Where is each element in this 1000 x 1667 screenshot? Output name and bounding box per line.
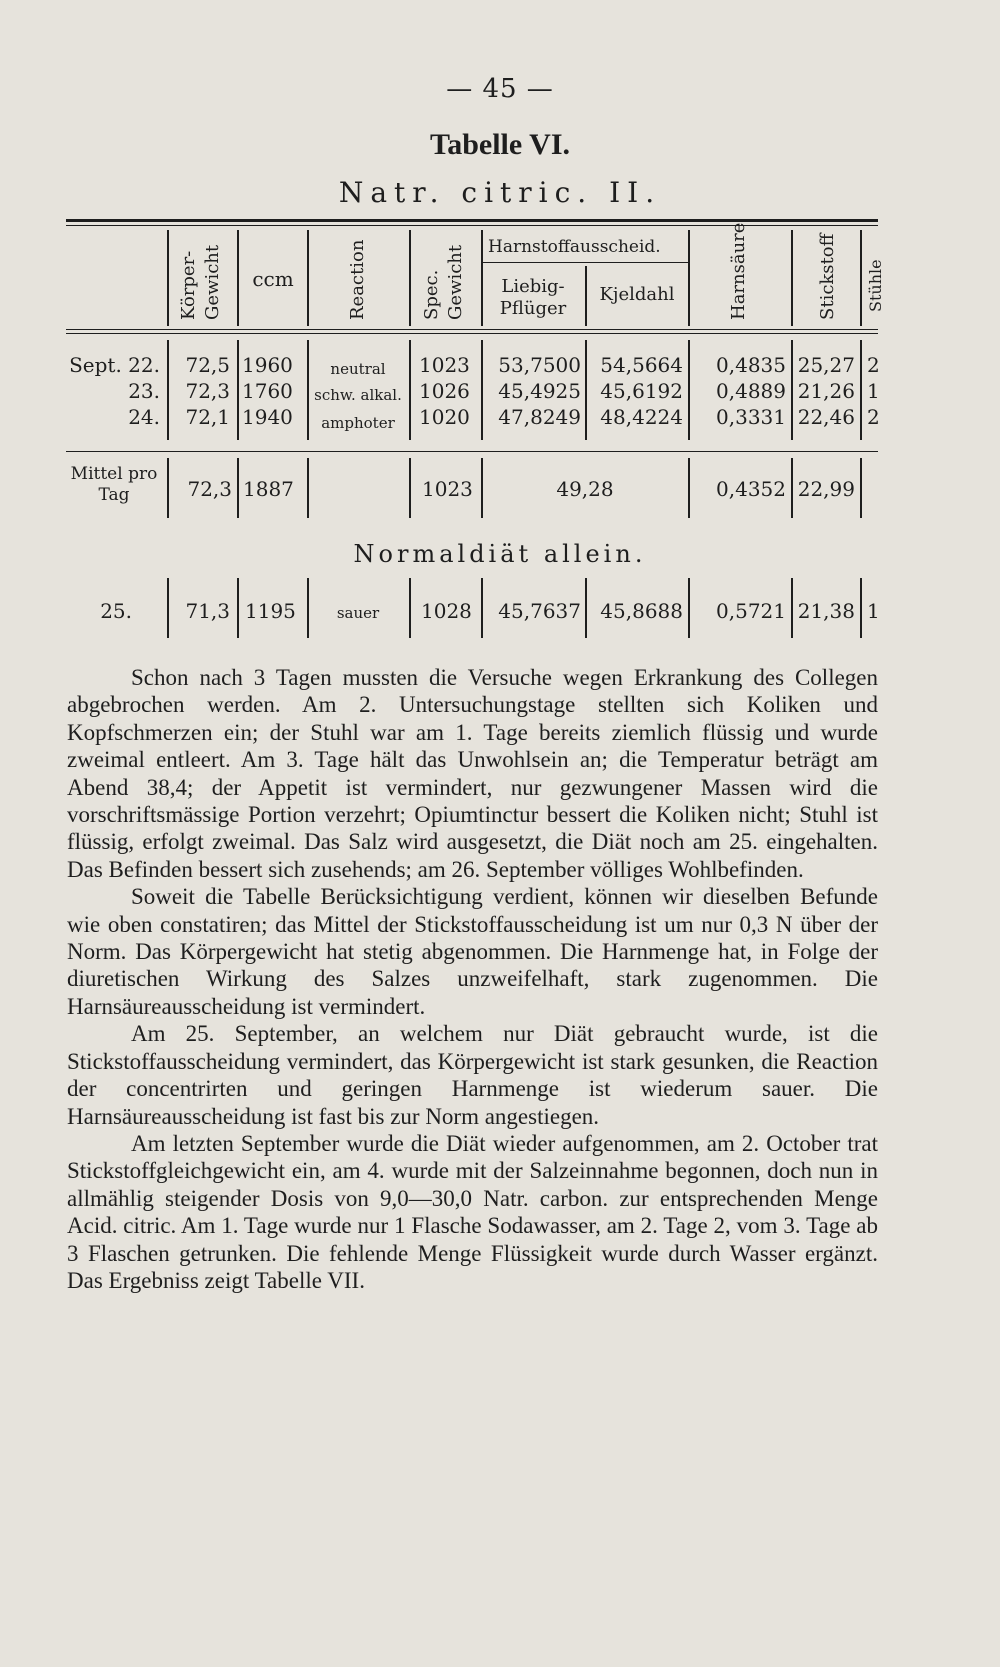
table-top-rule-thin — [66, 225, 878, 226]
table-title: Tabelle VI. — [429, 128, 571, 161]
row-spec: 1023 — [419, 353, 470, 377]
row-date: 23. — [128, 379, 160, 403]
row-kjeldahl: 45,6192 — [600, 379, 683, 403]
header-spec-1: Spec. — [421, 269, 442, 320]
row-reaction: neutral — [330, 360, 386, 378]
row-stickstoff: 21,38 — [797, 599, 855, 623]
header-kjeldahl: Kjeldahl — [599, 284, 675, 305]
mittel-divider — [791, 458, 793, 518]
row-liebig: 45,4925 — [498, 379, 581, 403]
row25-divider — [409, 578, 411, 638]
table-subtitle: Natr. citric. II. — [338, 176, 662, 209]
row-spec: 1026 — [419, 379, 470, 403]
header-divider — [167, 230, 169, 326]
header-liebig-2: Pflüger — [499, 298, 567, 319]
row-ccm: 1960 — [242, 353, 293, 377]
mittel-divider — [307, 458, 309, 518]
harnstoff-subrule — [481, 262, 688, 263]
body-divider — [237, 340, 239, 440]
mittel-divider — [688, 458, 690, 518]
row-spec: 1020 — [419, 405, 470, 429]
row-liebig: 47,8249 — [498, 405, 581, 429]
header-stickstoff: Stickstoff — [817, 233, 838, 320]
row-liebig: 53,7500 — [498, 353, 581, 377]
header-harnstoff: Harnstoffausscheid. — [488, 237, 661, 257]
header-reaction: Reaction — [347, 239, 368, 320]
section-title: Normaldiät allein. — [353, 540, 647, 568]
mittel-divider — [409, 458, 411, 518]
paragraph: Schon nach 3 Tagen mussten die Versuche wegen Erkrankung des Collegen abgebrochen werden. Am 2. Untersuchungstage stellten sich Koliken und Kopfschmerzen ein; der Stuhl war am 1. Tage bereits ziemlich flüssig und wurde zweimal entleert. Am 3. Tage hält das Unwohlsein an; die Temperatur beträgt am Abend 38,4; der Appetit ist vermindert, nur gezwungener Massen wird die vorschriftsmässige Portion verzehrt; Opiumtinctur bessert die Koliken nicht; Stuhl ist flüssig, erfolgt zweimal. Das Salz wird ausgesetzt, die Diät noch am 25. eingehalten. Das Befinden bessert sich zusehends; am 26. September völliges Wohlbefinden. — [67, 665, 878, 882]
row-ccm: 1940 — [242, 405, 293, 429]
row25-divider — [237, 578, 239, 638]
header-divider — [409, 230, 411, 326]
header-liebig — [483, 276, 583, 320]
body-divider — [585, 340, 587, 440]
row-stuehle: 2 — [867, 405, 880, 429]
row-date: 24. — [128, 405, 160, 429]
paragraph: Soweit die Tabelle Berücksichtigung verdient, können wir dieselben Befunde wie oben constatiren; das Mittel der Stickstoffausscheidung ist um nur 0,3 N über der Norm. Das Körpergewicht hat stetig abgenommen. Die Harnmenge hat, in Folge der diuretischen Wirkung des Salzes unzweifelhaft, stark zugenommen. Die Harnsäureausscheidung ist vermindert. — [67, 884, 878, 1019]
table-top-rule — [66, 219, 878, 222]
mittel-harnsaeure: 0,4352 — [716, 477, 786, 501]
mittel-label — [62, 464, 166, 506]
row-harnsaeure: 0,3331 — [716, 405, 786, 429]
row-stuehle: 1 — [867, 379, 880, 403]
mittel-label-1: Mittel pro — [70, 464, 158, 484]
row-gewicht: 72,5 — [185, 353, 230, 377]
row25-divider — [860, 578, 862, 638]
header-divider — [688, 230, 690, 326]
row25-divider — [481, 578, 483, 638]
row-stuehle: 2 — [867, 353, 880, 377]
row-reaction: amphoter — [321, 414, 395, 432]
row25-divider — [167, 578, 169, 638]
row-gewicht: 72,1 — [185, 405, 230, 429]
header-divider — [860, 230, 862, 326]
mittel-divider — [237, 458, 239, 518]
mittel-ccm: 1887 — [243, 477, 294, 501]
row-ccm: 1195 — [245, 599, 296, 623]
header-spec-2: Gewicht — [445, 244, 466, 320]
row-gewicht: 72,3 — [185, 379, 230, 403]
header-ccm: ccm — [252, 267, 294, 291]
mittel-top-rule — [66, 451, 878, 452]
header-harnsaeure: Harnsäure — [728, 222, 749, 320]
header-koerpergewicht-2: Gewicht — [202, 244, 223, 320]
mittel-spec: 1023 — [422, 477, 473, 501]
row-stickstoff: 22,46 — [797, 405, 855, 429]
row25-divider — [688, 578, 690, 638]
row-reaction: schw. alkal. — [314, 386, 402, 404]
row-kjeldahl: 48,4224 — [600, 405, 683, 429]
row25-divider — [791, 578, 793, 638]
mittel-divider — [167, 458, 169, 518]
body-divider — [409, 340, 411, 440]
row-date: Sept. 22. — [69, 353, 160, 377]
paragraph: Am letzten September wurde die Diät wieder aufgenommen, am 2. October trat Stickstoffgleichgewicht ein, am 4. wurde mit der Salzeinnahme begonnen, doch nun in allmählig steigender Dosis von 9,0—30,0 Natr. carbon. zur entsprechenden Menge Acid. citric. Am 1. Tage wurde nur 1 Flasche Sodawasser, am 2. Tage 2, vom 3. Tage ab 3 Flaschen getrunken. Die fehlende Menge Flüssigkeit wurde durch Wasser ergänzt. Das Ergebniss zeigt Tabelle VII. — [67, 1130, 878, 1293]
row25-divider — [585, 578, 587, 638]
header-divider — [307, 230, 309, 326]
row-kjeldahl: 45,8688 — [600, 599, 683, 623]
header-divider — [791, 230, 793, 326]
row-date: 25. — [100, 599, 132, 623]
body-text — [67, 664, 878, 1294]
mittel-harnstoff: 49,28 — [556, 477, 614, 501]
row-gewicht: 71,3 — [185, 599, 230, 623]
header-koerpergewicht-1: Körper- — [178, 250, 199, 320]
body-divider — [167, 340, 169, 440]
page-number: — 45 — — [446, 74, 554, 104]
mittel-stickstoff: 22,99 — [797, 477, 855, 501]
row-spec: 1028 — [421, 599, 472, 623]
header-bottom-rule — [66, 329, 878, 330]
row-stuehle: 1 — [867, 599, 880, 623]
row-kjeldahl: 54,5664 — [600, 353, 683, 377]
row-ccm: 1760 — [242, 379, 293, 403]
mittel-gewicht: 72,3 — [187, 477, 232, 501]
row-liebig: 45,7637 — [498, 599, 581, 623]
header-stuehle: Stühle — [866, 259, 885, 312]
row-stickstoff: 21,26 — [797, 379, 855, 403]
body-divider — [791, 340, 793, 440]
row-harnsaeure: 0,5721 — [716, 599, 786, 623]
row-harnsaeure: 0,4835 — [716, 353, 786, 377]
mittel-label-2: Tag — [98, 485, 130, 505]
row-reaction: sauer — [336, 604, 380, 622]
body-divider — [481, 340, 483, 440]
paragraph: Am 25. September, an welchem nur Diät gebraucht wurde, ist die Stickstoffausscheidung vermindert, das Körpergewicht ist stark gesunken, die Reaction der concentrirten und geringen Harnmenge ist wiederum sauer. Die Harnsäureausscheidung ist fast bis zur Norm angestiegen. — [67, 1021, 878, 1129]
row-harnsaeure: 0,4889 — [716, 379, 786, 403]
row-stickstoff: 25,27 — [797, 353, 855, 377]
body-divider — [860, 340, 862, 440]
mittel-divider — [860, 458, 862, 518]
header-bottom-rule-2 — [66, 333, 878, 334]
body-divider — [688, 340, 690, 440]
header-liebig-1: Liebig- — [501, 276, 565, 297]
